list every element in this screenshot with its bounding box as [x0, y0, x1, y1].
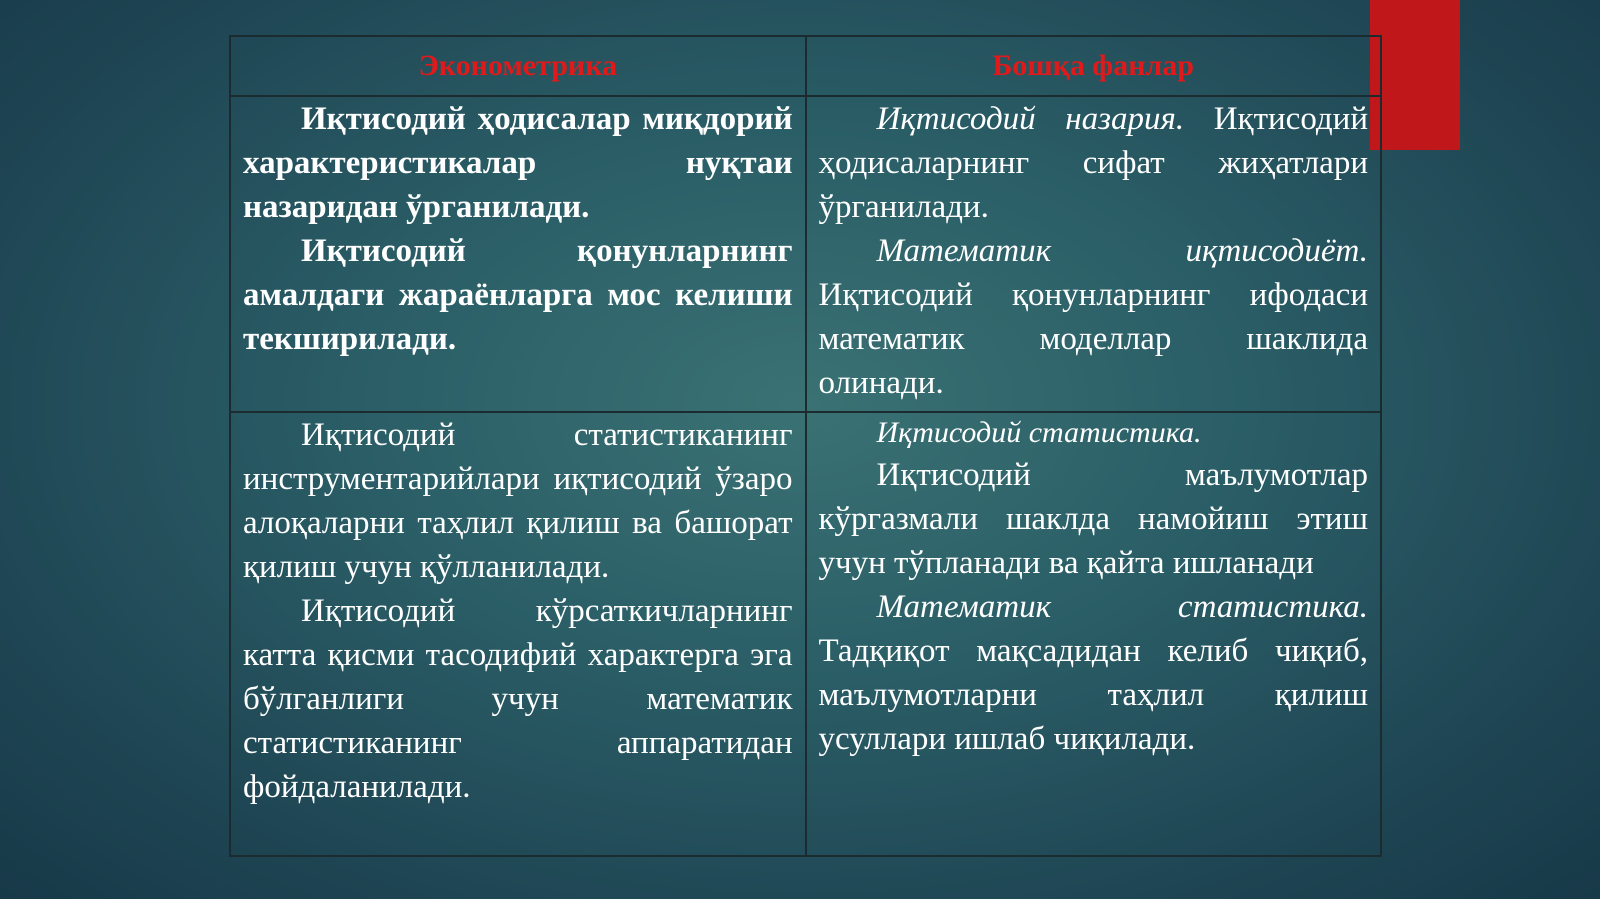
paragraph: Иқтисодий кўрсаткичларнинг катта қисми тасодифий характерга эга бўлганлиги учун математик статистиканинг аппаратидан фойдаланилади. [243, 593, 793, 805]
subject-text: Иқтисодий ҳодисаларнинг сифат жиҳатлари ўрганилади. [818, 101, 1368, 225]
paragraph: Иқтисодий қонунларнинг амалдаги жараёнларга мос келиши текширилади. [243, 233, 793, 357]
cell-other-1 [806, 96, 1382, 412]
paragraph [819, 229, 1369, 405]
paragraph: Иқтисодий маълумотлар кўргазмали шаклда намойиш этиш учун тўпланади ва қайта ишланади [818, 457, 1368, 581]
header-row [230, 36, 1381, 96]
paragraph [819, 585, 1369, 761]
cell-econometrics-1 [230, 96, 806, 412]
cell-econometrics-2 [230, 412, 806, 856]
paragraph: Иқтисодий ҳодисалар миқдорий характеристикалар нуқтаи назаридан ўрганилади. [243, 101, 793, 225]
paragraph [819, 97, 1369, 229]
paragraph: Иқтисодий статистиканинг инструментарийлари иқтисодий ўзаро алоқаларни таҳлил қилиш ва башорат қилиш учун қўлланилади. [243, 417, 793, 585]
subject-text: Иқтисодий қонунларнинг ифодаси математик моделлар шаклида олинади. [818, 277, 1368, 401]
subject-title: Математик иқтисодиёт. [876, 233, 1368, 269]
header-other-subjects: Бошқа фанлар [806, 36, 1382, 96]
subject-text: Тадқиқот мақсадидан келиб чиқиб, маълумотларни таҳлил қилиш усуллари ишлаб чиқилади. [818, 633, 1368, 757]
table-row [230, 96, 1381, 412]
subject-title: Математик статистика. [876, 589, 1368, 625]
header-econometrics: Эконометрика [230, 36, 806, 96]
table-row [230, 412, 1381, 856]
cell-other-2 [806, 412, 1382, 856]
subject-title: Иқтисодий назария. [876, 101, 1185, 137]
comparison-table [229, 35, 1382, 857]
red-accent-bar [1370, 0, 1460, 150]
subject-title: Иқтисодий статистика. [876, 416, 1202, 449]
